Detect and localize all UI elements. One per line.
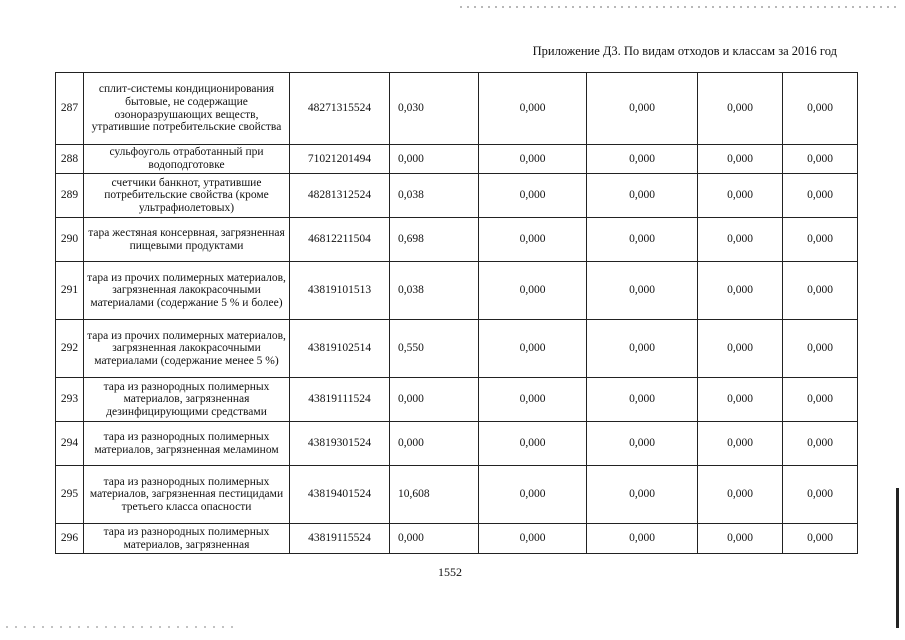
value-cell: 0,000: [479, 262, 587, 320]
row-number: 294: [56, 422, 84, 466]
value-cell: 0,000: [587, 320, 698, 378]
table-row: [56, 73, 858, 145]
table-row: [56, 174, 858, 218]
waste-table: [55, 72, 858, 554]
waste-code: 48271315524: [290, 73, 390, 145]
waste-name: тара из разнородных полимерных материалов, загрязненная меламином: [84, 422, 290, 466]
waste-code: 46812211504: [290, 218, 390, 262]
scan-artifact-bottom: [6, 626, 236, 628]
row-number: 292: [56, 320, 84, 378]
value-cell: 0,000: [698, 262, 783, 320]
waste-name: тара из разнородных полимерных материалов, загрязненная: [84, 524, 290, 554]
value-cell: 0,000: [479, 73, 587, 145]
value-cell: 0,000: [587, 73, 698, 145]
row-number: 291: [56, 262, 84, 320]
waste-code: 71021201494: [290, 145, 390, 174]
value-cell: 0,000: [479, 378, 587, 422]
value-cell: 0,000: [587, 378, 698, 422]
row-number: 287: [56, 73, 84, 145]
value-cell: 0,000: [783, 174, 858, 218]
waste-code: 43819111524: [290, 378, 390, 422]
value-cell: 0,000: [587, 145, 698, 174]
value-cell: 0,000: [783, 378, 858, 422]
value-cell: 0,000: [698, 466, 783, 524]
scan-artifact-top: [460, 6, 900, 8]
value-cell: 0,000: [479, 422, 587, 466]
table-row: [56, 378, 858, 422]
value-cell: 0,000: [587, 422, 698, 466]
value-cell: 0,000: [783, 466, 858, 524]
waste-name: тара из прочих полимерных материалов, загрязненная лакокрасочными материалами (содержание 5 % и более): [84, 262, 290, 320]
waste-code: 43819301524: [290, 422, 390, 466]
value-cell: 0,000: [587, 262, 698, 320]
value-cell: 0,000: [587, 466, 698, 524]
row-number: 290: [56, 218, 84, 262]
value-cell: 0,000: [698, 145, 783, 174]
waste-name: тара из прочих полимерных материалов, загрязненная лакокрасочными материалами (содержание менее 5 %): [84, 320, 290, 378]
value-cell: 0,000: [390, 145, 479, 174]
value-cell: 0,030: [390, 73, 479, 145]
value-cell: 10,608: [390, 466, 479, 524]
row-number: 289: [56, 174, 84, 218]
value-cell: 0,000: [783, 218, 858, 262]
value-cell: 0,000: [698, 378, 783, 422]
value-cell: 0,000: [783, 320, 858, 378]
waste-name: счетчики банкнот, утратившие потребительские свойства (кроме ультрафиолетовых): [84, 174, 290, 218]
value-cell: 0,000: [783, 73, 858, 145]
waste-name: сульфоуголь отработанный при водоподготовке: [84, 145, 290, 174]
value-cell: 0,000: [783, 524, 858, 554]
value-cell: 0,000: [390, 422, 479, 466]
waste-code: 43819401524: [290, 466, 390, 524]
row-number: 296: [56, 524, 84, 554]
value-cell: 0,000: [698, 218, 783, 262]
waste-name: тара из разнородных полимерных материалов, загрязненная пестицидами третьего класса опасности: [84, 466, 290, 524]
table-row: [56, 145, 858, 174]
value-cell: 0,038: [390, 174, 479, 218]
value-cell: 0,550: [390, 320, 479, 378]
value-cell: 0,000: [783, 145, 858, 174]
table-row: [56, 320, 858, 378]
value-cell: 0,038: [390, 262, 479, 320]
waste-name: сплит-системы кондиционирования бытовые, не содержащие озоноразрушающих веществ, утратившие потребительские свойства: [84, 73, 290, 145]
value-cell: 0,000: [479, 218, 587, 262]
waste-name: тара из разнородных полимерных материалов, загрязненная дезинфицирующими средствами: [84, 378, 290, 422]
value-cell: 0,000: [479, 466, 587, 524]
waste-name: тара жестяная консервная, загрязненная пищевыми продуктами: [84, 218, 290, 262]
table-row: [56, 262, 858, 320]
row-number: 293: [56, 378, 84, 422]
value-cell: 0,000: [698, 320, 783, 378]
page-header: Приложение Д3. По видам отходов и классам за 2016 год: [532, 44, 837, 58]
value-cell: 0,000: [698, 524, 783, 554]
waste-code: 43819101513: [290, 262, 390, 320]
table-row: [56, 218, 858, 262]
value-cell: 0,000: [783, 422, 858, 466]
value-cell: 0,000: [390, 524, 479, 554]
value-cell: 0,000: [587, 218, 698, 262]
table-row: [56, 422, 858, 466]
scan-edge-line: [896, 488, 899, 628]
row-number: 295: [56, 466, 84, 524]
value-cell: 0,000: [783, 262, 858, 320]
value-cell: 0,000: [479, 320, 587, 378]
waste-code: 43819115524: [290, 524, 390, 554]
value-cell: 0,000: [390, 378, 479, 422]
waste-code: 43819102514: [290, 320, 390, 378]
table-row: [56, 466, 858, 524]
value-cell: 0,000: [587, 174, 698, 218]
page-number: 1552: [438, 565, 462, 579]
value-cell: 0,000: [479, 524, 587, 554]
value-cell: 0,000: [698, 422, 783, 466]
waste-code: 48281312524: [290, 174, 390, 218]
row-number: 288: [56, 145, 84, 174]
value-cell: 0,000: [479, 145, 587, 174]
value-cell: 0,000: [698, 174, 783, 218]
value-cell: 0,698: [390, 218, 479, 262]
value-cell: 0,000: [587, 524, 698, 554]
value-cell: 0,000: [479, 174, 587, 218]
table-row: [56, 524, 858, 554]
value-cell: 0,000: [698, 73, 783, 145]
